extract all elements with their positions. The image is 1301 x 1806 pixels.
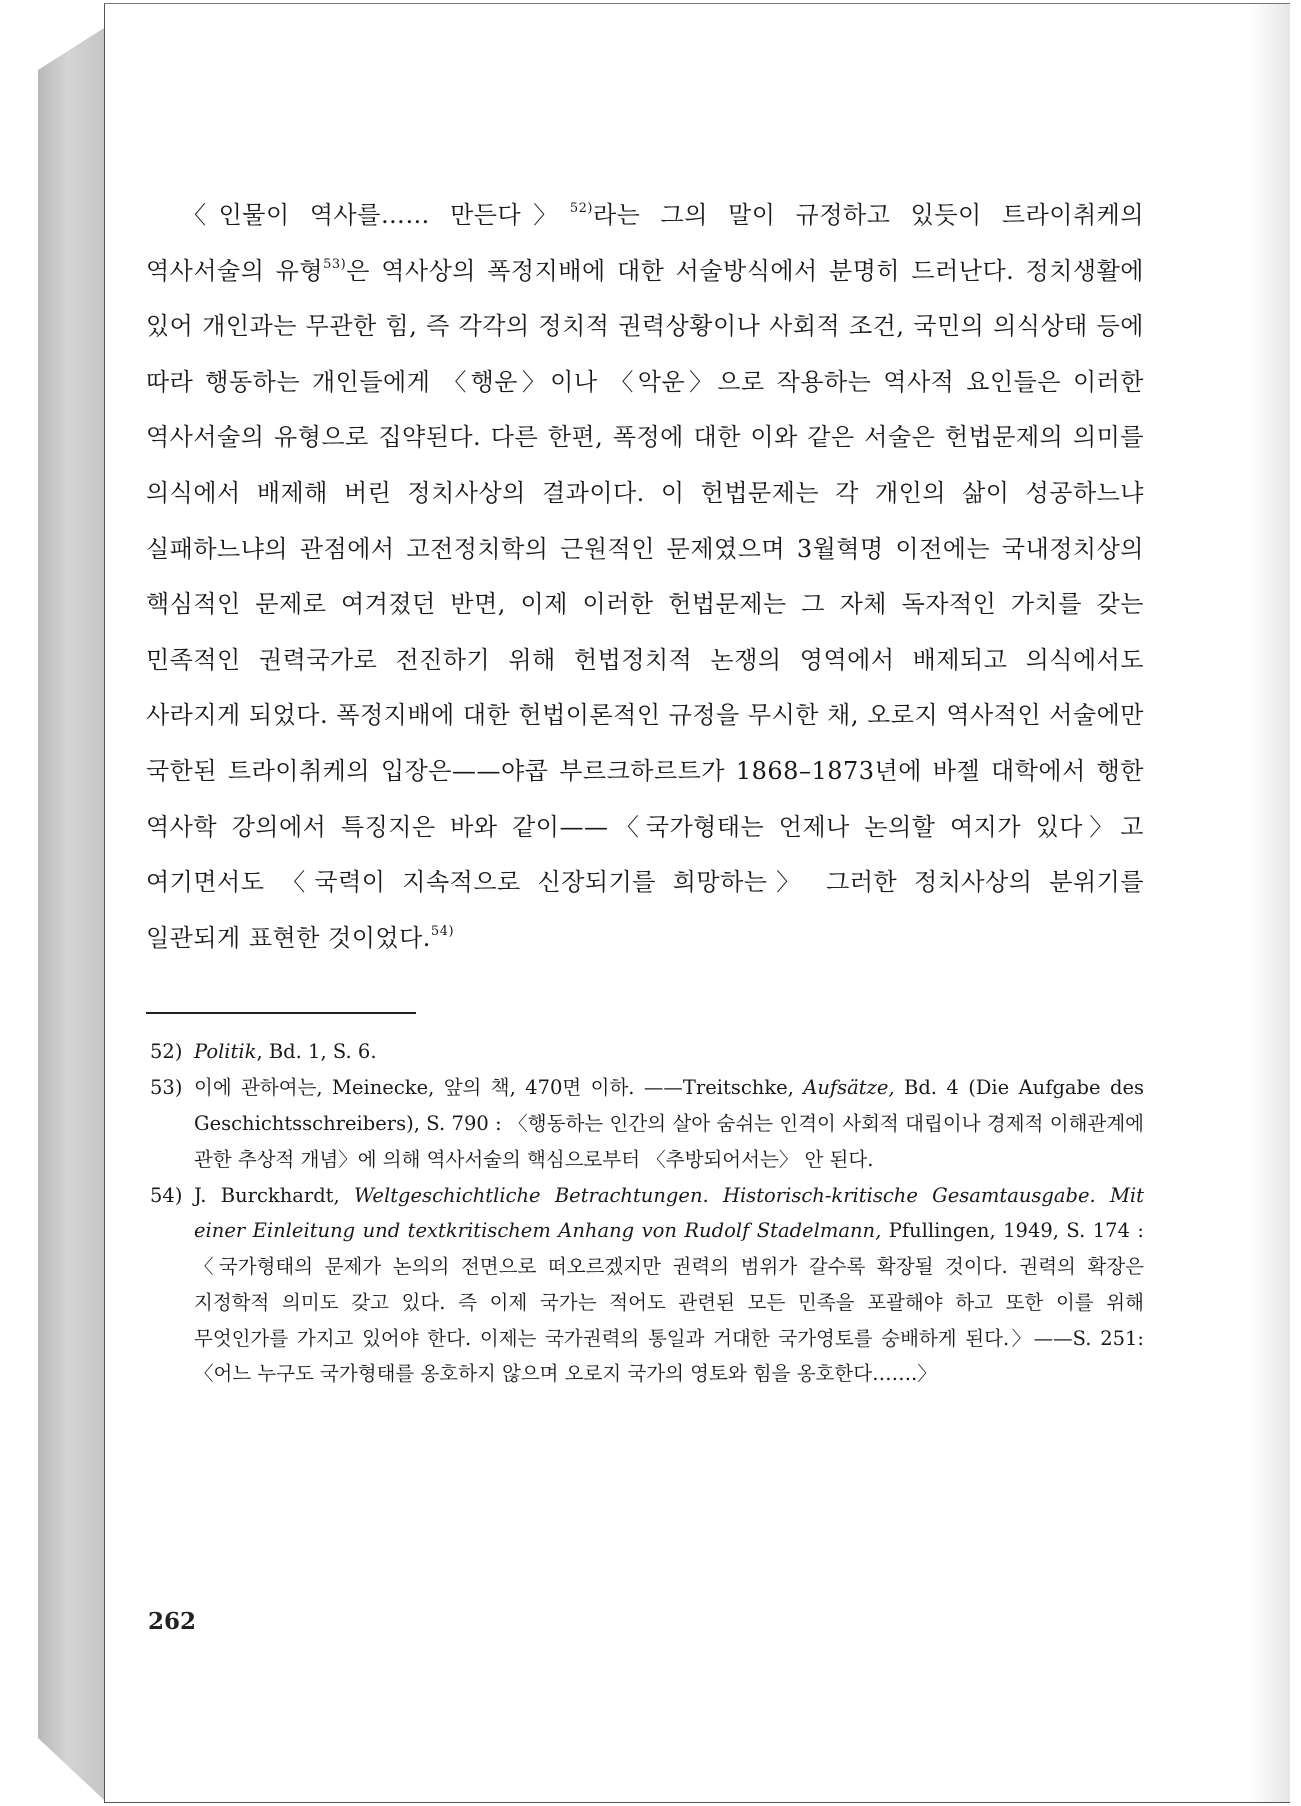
footnote-separator [146, 1012, 416, 1014]
footnote-ref-54[interactable]: 54) [430, 923, 455, 939]
footnote-ref-53[interactable]: 53) [323, 256, 347, 272]
footnote-citation: , Bd. 1, S. 6. [256, 1040, 377, 1064]
footnote-citation: Bd. 4 (Die Aufgabe des Geschichtsschreibers), S. 790 : 〈행동하는 인간의 살아 숨쉬는 인격이 사회적 대립이나 경제적 이해관계에 관한 추상적 개념〉에 의해 역사서술의 핵심으로부터 〈추방되어서는〉 안 된다. [194, 1076, 1145, 1171]
footnote-text [194, 1034, 1144, 1070]
page-edge-shading [1250, 4, 1290, 1802]
body-text-3: 은 역사상의 폭정지배에 대한 서술방식에서 분명히 드러난다. 정치생활에 있어 개인과는 무관한 힘, 즉 각각의 정치적 권력상황이나 사회적 조건, 국민의 의식상태 등에 따라 행동하는 개인들에게 〈행운〉이나 〈악운〉으로 작용하는 역사적 요인들은 이러한 역사서술의 유형으로 집약된다. 다른 한편, 폭정에 대한 이와 같은 서술은 헌법문제의 의미를 의식에서 배제해 버린 정치사상의 결과이다. 이 헌법문제는 각 개인의 삶이 성공하느냐 실패하느냐의 관점에서 고전정치학의 근원적인 문제였으며 3월혁명 이전에는 국내정치상의 핵심적인 문제로 여겨졌던 반면, 이제 이러한 헌법문제는 그 자체 독자적인 가치를 갖는 민족적인 권력국가로 전진하기 위해 헌법정치적 논쟁의 영역에서 배제되고 의식에서도 사라지게 되었다. 폭정지배에 대한 헌법이론적인 규정을 무시한 채, 오로지 역사적인 서술에만 국한된 트라이취케의 입장은——야콥 부르크하르트가 1868–1873년에 바젤 대학에서 행한 역사학 강의에서 특징지은 바와 같이——〈국가형태는 언제나 논의할 여지가 있다〉고 여기면서도 〈국력이 지속적으로 신장되기를 희망하는〉 그러한 정치사상의 분위기를 일관되게 표현한 것이었다. [146, 256, 1144, 952]
footnote-text [194, 1070, 1144, 1177]
footnote-ref-52[interactable]: 52) [569, 201, 593, 216]
footnote-title: Aufsätze, [803, 1076, 895, 1100]
footnote-text [194, 1178, 1144, 1393]
page-number: 262 [148, 1608, 197, 1635]
footnote-number: 53) [150, 1076, 183, 1100]
body-paragraph [146, 188, 1144, 966]
body-text-2: 라는 그의 말이 규정하고 있듯이 트라이취케의 역사서술의 유형 [146, 201, 1144, 285]
footnote-52 [146, 1034, 1144, 1070]
footnote-citation: J. Burckhardt, [194, 1183, 354, 1207]
page-content [146, 188, 1144, 1392]
footnote-number: 52) [150, 1040, 183, 1064]
book-spine [38, 28, 104, 1800]
footnotes [146, 1034, 1144, 1392]
footnote-53 [146, 1070, 1144, 1177]
footnote-citation: Pfullingen, 1949, S. 174 : 〈국가형태의 문제가 논의의 전면으로 떠오르겠지만 권력의 범위가 갈수록 확장될 것이다. 권력의 확장은 지정학적 의미도 갖고 있다. 즉 이제 국가는 적어도 관련된 모든 민족을 포괄해야 하고 또한 이를 위해 무엇인가를 가지고 있어야 한다. 이제는 국가권력의 통일과 거대한 국가영토를 숭배하게 된다.〉——S. 251: 〈어느 누구도 국가형태를 옹호하지 않으며 오로지 국가의 영토와 힘을 옹호한다…….〉 [194, 1219, 1144, 1386]
footnote-title: Politik [194, 1040, 257, 1064]
footnote-54 [146, 1178, 1144, 1393]
footnote-number: 54) [150, 1183, 183, 1207]
footnote-citation: 이에 관하여는, Meinecke, 앞의 책, 470면 이하. ——Treitschke, [194, 1076, 804, 1100]
body-text-1: 〈인물이 역사를…… 만든다〉 [182, 201, 570, 229]
footnote-title: Weltgeschichtliche Betrachtungen. Historisch-kritische Gesamtausgabe. Mit einer Einleitung und textkritischem Anhang von Rudolf Stadelmann, [194, 1183, 1144, 1243]
